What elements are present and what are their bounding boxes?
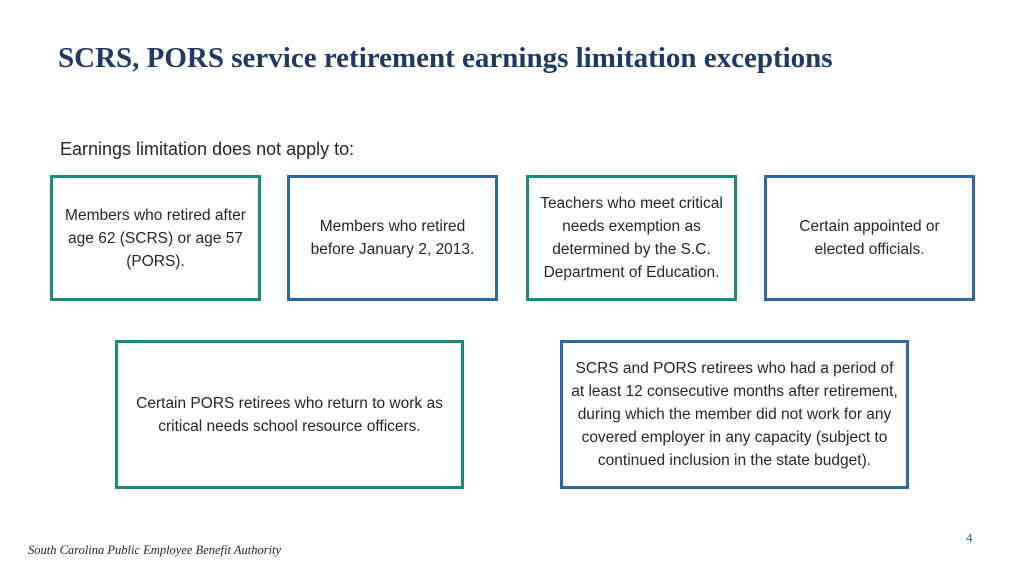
exception-text: Certain PORS retirees who return to work as critical needs school resource officers. (136, 394, 443, 435)
exception-box-teachers (526, 175, 737, 301)
exception-text: Teachers who meet critical needs exemption as determined by the S.C. Department of Education. (540, 195, 723, 281)
exception-text: SCRS and PORS retirees who had a period of at least 12 consecutive months after retirement, during which the member did not work for any covered employer in any capacity (subject to continued inclusion in the state budget). (571, 360, 898, 469)
footer-organization: South Carolina Public Employee Benefit Authority (28, 543, 282, 557)
exception-box-12-month-break (560, 340, 909, 489)
exception-box-officials (764, 175, 975, 301)
exception-text: Members who retired after age 62 (SCRS) or age 57 (PORS). (65, 206, 246, 270)
exception-text: Members who retired before January 2, 2013. (310, 218, 475, 258)
exception-box-age (50, 175, 261, 301)
exception-box-retired-before-2013 (287, 175, 498, 301)
exception-text: Certain appointed or elected officials. (799, 218, 940, 258)
slide-title: SCRS, PORS service retirement earnings limitation exceptions (58, 42, 833, 74)
exception-box-school-resource-officers (115, 340, 464, 489)
slide-subtitle: Earnings limitation does not apply to: (60, 139, 355, 159)
page-number: 4 (966, 530, 973, 545)
